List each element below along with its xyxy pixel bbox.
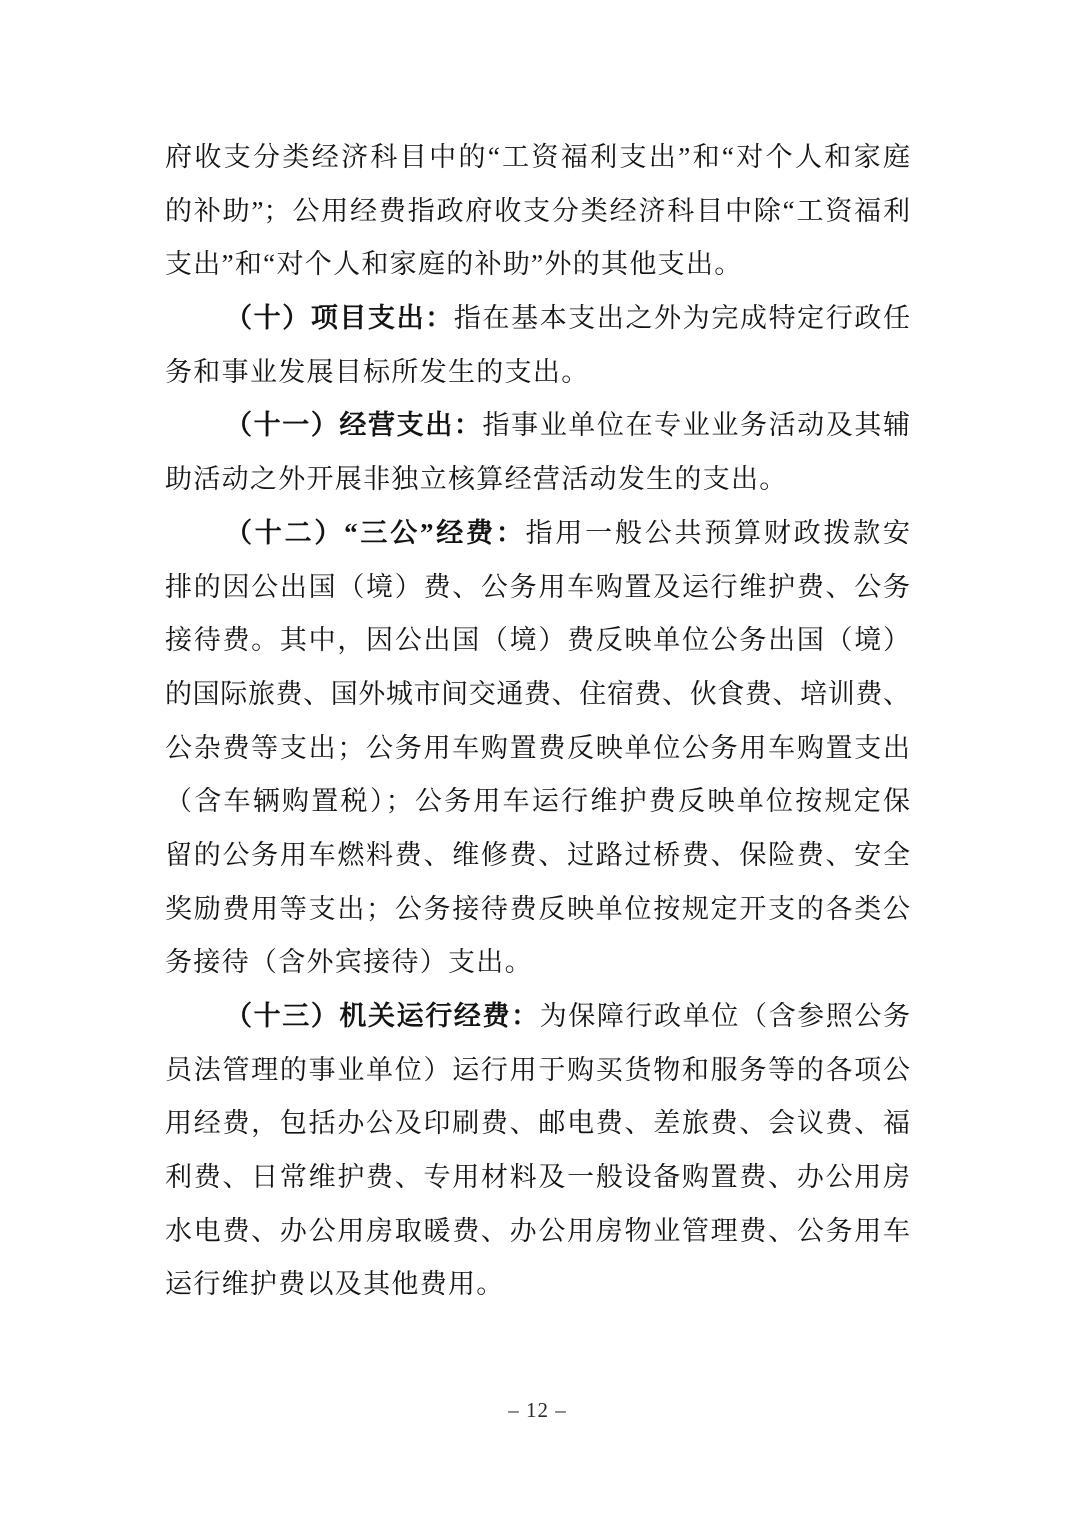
text-line bbox=[165, 668, 910, 722]
text-line bbox=[165, 614, 910, 668]
text-line bbox=[165, 238, 910, 292]
line-text: 的国际旅费、国外城市间交通费、住宿费、伙食费、培训费、 bbox=[165, 678, 910, 709]
line-text: 为保障行政单位（含参照公务 bbox=[539, 1001, 910, 1031]
line-text: 指用一般公共预算财政拨款安 bbox=[525, 517, 910, 548]
line-text: 水电费、办公用房取暖费、办公用房物业管理费、公务用车 bbox=[165, 1215, 910, 1246]
line-text: 运行维护费以及其他费用。 bbox=[165, 1269, 505, 1300]
line-text: 员法管理的事业单位）运行用于购买货物和服务等的各项公 bbox=[165, 1054, 910, 1085]
line-text: 用经费，包括办公及印刷费、邮电费、差旅费、会议费、福 bbox=[165, 1108, 910, 1139]
line-text: 接待费。其中，因公出国（境）费反映单位公务出国（境） bbox=[165, 625, 910, 656]
text-line bbox=[165, 1044, 910, 1098]
line-text: （含车辆购置税）；公务用车运行维护费反映单位按规定保 bbox=[165, 786, 910, 817]
text-line bbox=[165, 829, 910, 883]
text-line bbox=[165, 1097, 910, 1151]
line-text: 务和事业发展目标所发生的支出。 bbox=[165, 356, 590, 387]
term-label: （十一）经营支出： bbox=[225, 410, 483, 441]
line-text: 助活动之外开展非独立核算经营活动发生的支出。 bbox=[165, 464, 788, 495]
line-text: 公杂费等支出；公务用车购置费反映单位公务用车购置支出 bbox=[165, 732, 910, 763]
text-line bbox=[165, 990, 910, 1044]
line-text: 排的因公出国（境）费、公务用车购置及运行维护费、公务 bbox=[165, 571, 910, 602]
term-label: （十二）“三公”经费： bbox=[225, 517, 526, 548]
line-text: 的补助”；公用经费指政府收支分类经济科目中除“工资福利 bbox=[165, 195, 910, 226]
text-line bbox=[165, 722, 910, 776]
line-text: 奖励费用等支出；公务接待费反映单位按规定开支的各类公 bbox=[165, 893, 910, 924]
text-line bbox=[165, 1205, 910, 1259]
line-text: 指在基本支出之外为完成特定行政任 bbox=[453, 303, 910, 334]
line-text: 利费、日常维护费、专用材料及一般设备购置费、办公用房 bbox=[165, 1162, 910, 1193]
text-line bbox=[165, 1258, 910, 1312]
page-number: – 12 – bbox=[508, 1398, 567, 1422]
text-line bbox=[165, 399, 910, 453]
text-line bbox=[165, 561, 910, 615]
text-line bbox=[165, 185, 910, 239]
line-text: 留的公务用车燃料费、维修费、过路过桥费、保险费、安全 bbox=[165, 839, 910, 870]
line-text: 府收支分类经济科目中的“工资福利支出”和“对个人和家庭 bbox=[165, 142, 910, 172]
text-line bbox=[165, 936, 910, 990]
text-line bbox=[165, 453, 910, 507]
text-line bbox=[165, 883, 910, 937]
page-body-text bbox=[165, 131, 910, 1312]
text-line bbox=[165, 775, 910, 829]
term-label: （十三）机关运行经费： bbox=[225, 1001, 540, 1031]
text-line bbox=[165, 507, 910, 561]
text-line bbox=[165, 346, 910, 400]
line-text: 务接待（含外宾接待）支出。 bbox=[165, 947, 533, 978]
text-line bbox=[165, 131, 910, 185]
text-line bbox=[165, 1151, 910, 1205]
line-text: 指事业单位在专业业务活动及其辅 bbox=[482, 410, 910, 441]
term-label: （十）项目支出： bbox=[225, 303, 454, 334]
line-text: 支出”和“对个人和家庭的补助”外的其他支出。 bbox=[165, 249, 743, 280]
text-line bbox=[165, 292, 910, 346]
